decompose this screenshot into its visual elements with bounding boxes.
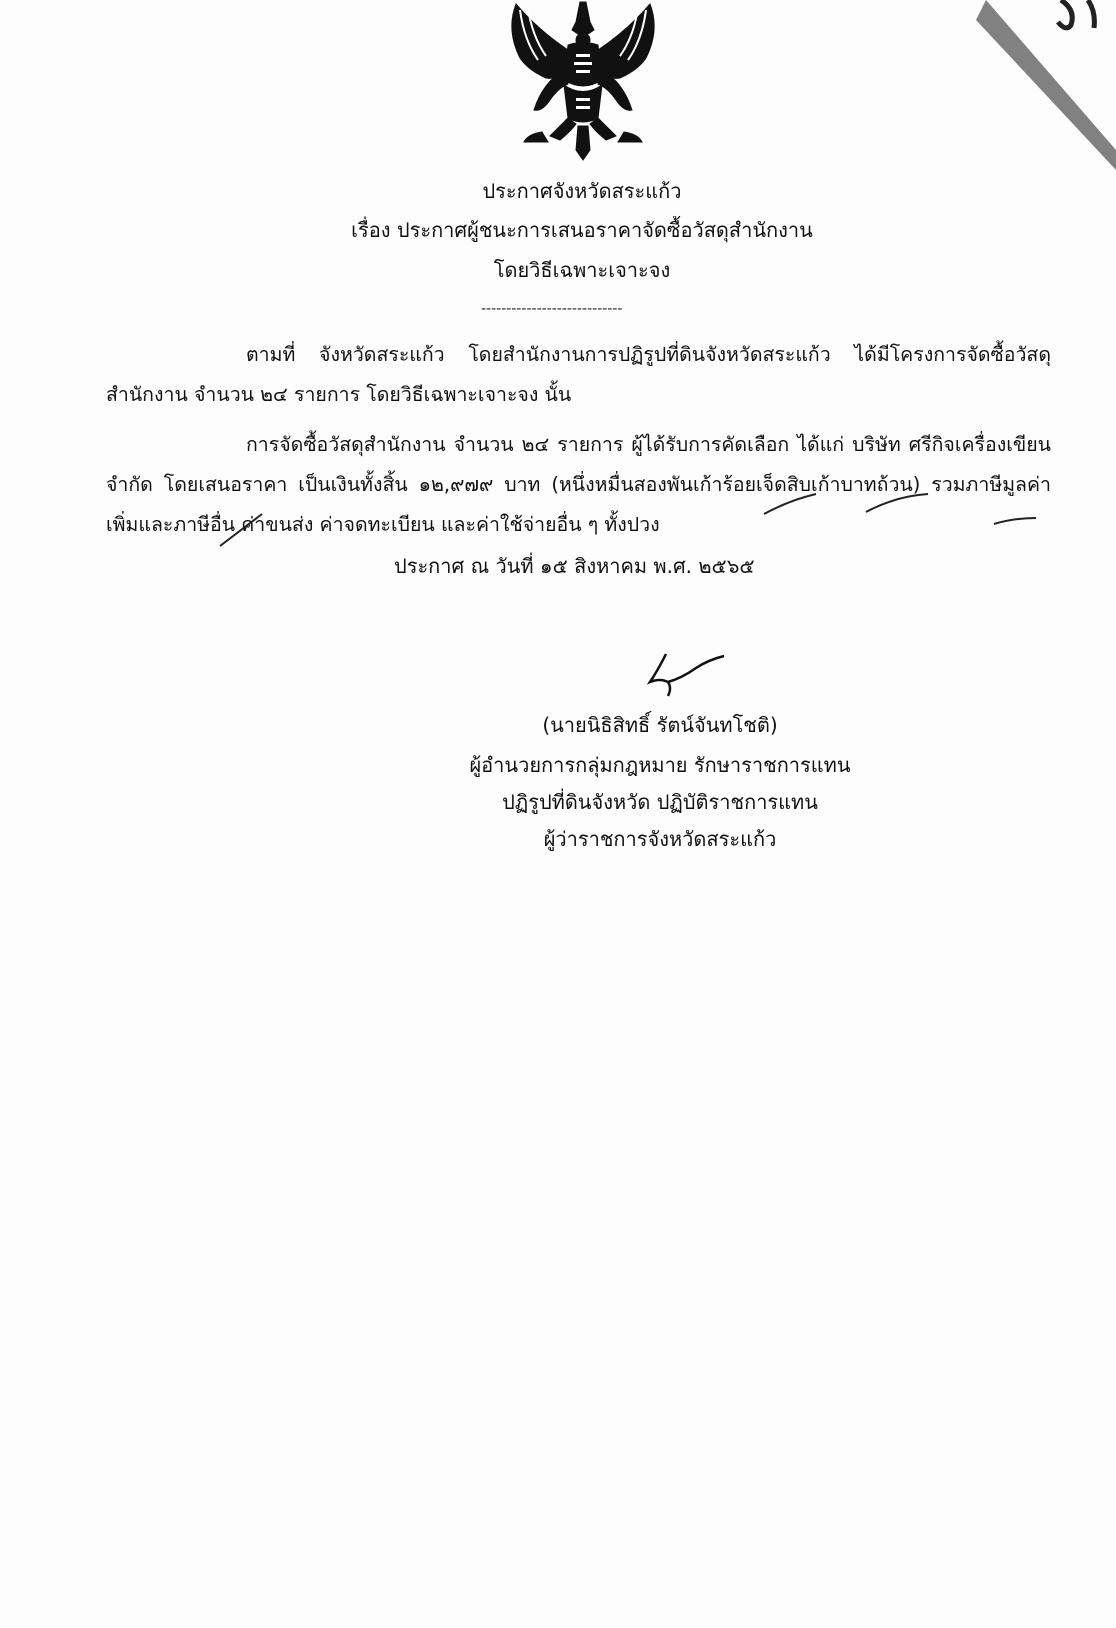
heading-divider: ----------------------------	[481, 301, 623, 317]
announcement-heading: ประกาศจังหวัดสระแก้ว	[482, 179, 682, 203]
announcement-subject: เรื่อง ประกาศผู้ชนะการเสนอราคาจัดซื้อวัสดุสำนักงาน	[351, 218, 813, 242]
handwritten-signature	[638, 648, 728, 698]
signatory-title-2: ปฏิรูปที่ดินจังหวัด ปฏิบัติราชการแทน	[502, 790, 818, 814]
signatory-title-3: ผู้ว่าราชการจังหวัดสระแก้ว	[543, 827, 777, 851]
body-paragraph-2: การจัดซื้อวัสดุสำนักงาน จำนวน ๒๔ รายการ ผู้ได้รับการคัดเลือก ได้แก่ บริษัท ศรีกิจเครื่องเขียน จำกัด โดยเสนอราคา เป็นเงินทั้งสิ้น ๑๒,๙๗๙ บาท (หนึ่งหมื่นสองพันเก้าร้อยเจ็ดสิบเก้าบาทถ้วน) รวมภาษีมูลค่าเพิ่มและภาษีอื่น ค่าขนส่ง ค่าจดทะเบียน และค่าใช้จ่ายอื่น ๆ ทั้งปวง	[106, 433, 1051, 536]
body-paragraph-1: ตามที่ จังหวัดสระแก้ว โดยสำนักงานการปฏิรูปที่ดินจังหวัดสระแก้ว ได้มีโครงการจัดซื้อวัสดุสำนักงาน จำนวน ๒๔ รายการ โดยวิธีเฉพาะเจาะจง นั้น	[106, 343, 1051, 406]
announcement-method: โดยวิธีเฉพาะเจาะจง	[493, 258, 671, 282]
garuda-emblem	[498, 0, 668, 165]
signatory-name: (นายนิธิสิทธิ์ รัตน์จันทโชติ)	[542, 713, 778, 737]
signatory-title-1: ผู้อำนวยการกลุ่มกฎหมาย รักษาราชการแทน	[469, 753, 851, 777]
pen-tick-mark	[862, 490, 932, 520]
announcement-date: ประกาศ ณ วันที่ ๑๕ สิงหาคม พ.ศ. ๒๕๖๕	[394, 554, 755, 578]
pen-tick-mark	[760, 488, 820, 518]
pen-tick-mark	[216, 510, 266, 550]
corner-stamp-mark	[966, 0, 1116, 200]
pen-tick-mark	[990, 512, 1040, 532]
